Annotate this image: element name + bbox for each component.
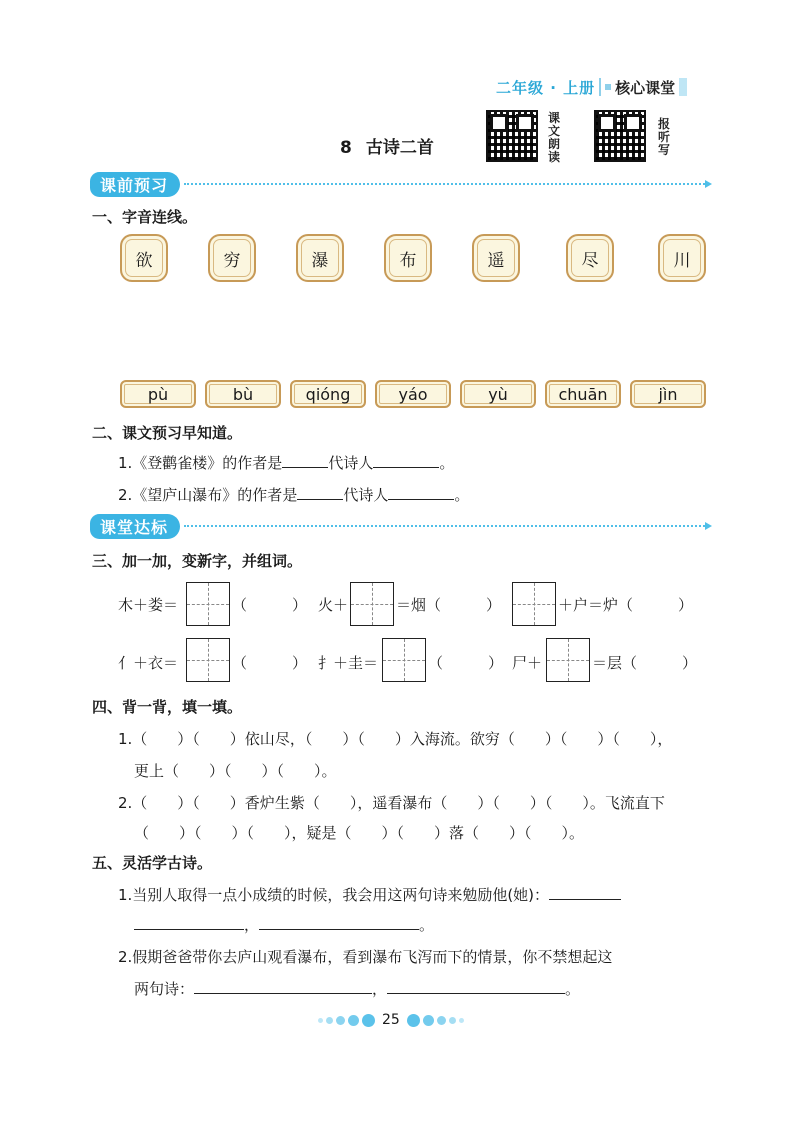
section-tag-classroom: 课堂达标	[90, 514, 180, 539]
q2-line-2-c: 。	[454, 486, 470, 504]
header-divider	[599, 78, 601, 96]
pinyin-box[interactable]: yáo	[375, 380, 451, 408]
q5-item-1-line2	[134, 914, 434, 935]
q3-r2-e: 尸＋	[512, 654, 543, 672]
dot-icon	[459, 1018, 464, 1023]
core-class-label: 核心课堂	[615, 78, 676, 97]
qr-code-reading-icon[interactable]	[486, 110, 538, 162]
dot-icon	[326, 1017, 333, 1024]
q2-line-1	[118, 452, 454, 473]
lesson-name: 古诗二首	[365, 138, 434, 158]
q4-line-4[interactable]: （ ）（ ）（ ），疑是（ ）（ ）落（ ）（ ）。	[134, 824, 585, 842]
pinyin-box[interactable]: pù	[120, 380, 196, 408]
tian-grid-box[interactable]	[546, 638, 590, 682]
page-footer	[316, 1012, 466, 1028]
arrow-icon	[705, 180, 712, 188]
dot-icon	[362, 1014, 375, 1027]
tian-grid-box[interactable]	[350, 582, 394, 626]
char-box[interactable]: 瀑	[296, 234, 344, 282]
q3-r2-c: 扌＋圭＝	[318, 654, 379, 672]
q2-line-2-a: 2.《望庐山瀑布》的作者是	[118, 486, 298, 504]
qr-label-dictation: 报听写	[658, 117, 671, 157]
dot-icon	[318, 1018, 323, 1023]
comma: ，	[244, 916, 260, 934]
char-box[interactable]: 尽	[566, 234, 614, 282]
question-1-title: 一、字音连线。	[92, 208, 198, 226]
pinyin-box[interactable]: jìn	[630, 380, 706, 408]
q2-line-1-a: 1.《登鹳雀楼》的作者是	[118, 454, 283, 472]
q3-r2-a: 亻＋衣＝	[118, 654, 179, 672]
question-3-title: 三、加一加，变新字，并组词。	[92, 552, 303, 570]
q3-r1-c: 火＋	[318, 596, 349, 614]
period: 。	[419, 916, 435, 934]
page-number: 25	[382, 1012, 400, 1028]
q3-r1-b[interactable]: （ ）	[232, 596, 308, 614]
q5-item-1	[118, 884, 621, 905]
answer-blank[interactable]	[194, 979, 372, 994]
char-box[interactable]: 遥	[472, 234, 520, 282]
question-4-title: 四、背一背，填一填。	[92, 698, 243, 716]
q5-item-2: 2.假期爸爸带你去庐山观看瀑布，看到瀑布飞泻而下的情景，你不禁想起这	[118, 948, 613, 966]
tian-grid-box[interactable]	[186, 638, 230, 682]
q2-line-1-c: 。	[439, 454, 455, 472]
header-square-icon	[605, 84, 611, 90]
qr-label-reading: 课文朗读	[548, 111, 561, 164]
qr-code-dictation-icon[interactable]	[594, 110, 646, 162]
arrow-icon	[705, 522, 712, 530]
comma: ，	[372, 980, 388, 998]
period: 。	[565, 980, 581, 998]
dotted-line	[184, 525, 705, 527]
section-banner-preview	[90, 172, 712, 196]
char-box[interactable]: 欲	[120, 234, 168, 282]
tian-grid-box[interactable]	[512, 582, 556, 626]
q2-line-2-b: 代诗人	[343, 486, 389, 504]
q5-item-2-line2	[134, 978, 580, 999]
lesson-number: 8	[340, 138, 352, 158]
grade-header	[496, 76, 687, 98]
section-tag-preview: 课前预习	[90, 172, 180, 197]
blank-dynasty-1[interactable]	[282, 453, 328, 468]
blank-poet-1[interactable]	[373, 453, 439, 468]
q3-r1-d: ＝烟（ ）	[396, 596, 502, 614]
dot-icon	[348, 1015, 359, 1026]
dot-icon	[407, 1014, 420, 1027]
q4-line-1[interactable]: 1.（ ）（ ）依山尽，（ ）（ ）入海流。欲穷（ ）（ ）（ ），	[118, 730, 673, 748]
pinyin-box[interactable]: yù	[460, 380, 536, 408]
answer-blank[interactable]	[259, 915, 419, 930]
q3-r1-e: ＋户＝炉（ ）	[558, 596, 694, 614]
pinyin-box[interactable]: bù	[205, 380, 281, 408]
q5-item-1-text: 1.当别人取得一点小成绩的时候，我会用这两句诗来勉励他(她)：	[118, 886, 550, 904]
pinyin-box[interactable]: qióng	[290, 380, 366, 408]
dot-icon	[423, 1015, 434, 1026]
blank-poet-2[interactable]	[388, 485, 454, 500]
q3-r2-b[interactable]: （ ）	[232, 654, 308, 672]
tian-grid-box[interactable]	[382, 638, 426, 682]
dotted-line	[184, 183, 705, 185]
q3-r2-d[interactable]: （ ）	[428, 654, 504, 672]
char-box[interactable]: 川	[658, 234, 706, 282]
q5-item-2-lead: 两句诗：	[134, 980, 195, 998]
section-banner-classroom	[90, 514, 712, 538]
q2-line-1-b: 代诗人	[328, 454, 374, 472]
q4-line-3[interactable]: 2.（ ）（ ）香炉生紫（ ），遥看瀑布（ ）（ ）（ ）。飞流直下	[118, 794, 665, 812]
q3-r1-a: 木＋娄＝	[118, 596, 179, 614]
answer-blank[interactable]	[134, 915, 244, 930]
question-2-title: 二、课文预习早知道。	[92, 424, 243, 442]
q3-r2-f: ＝层（ ）	[592, 654, 698, 672]
header-tail-bar	[679, 78, 687, 96]
question-5-title: 五、灵活学古诗。	[92, 854, 213, 872]
blank-dynasty-2[interactable]	[297, 485, 343, 500]
lesson-title	[340, 133, 434, 158]
dot-icon	[437, 1016, 446, 1025]
char-box[interactable]: 布	[384, 234, 432, 282]
answer-blank[interactable]	[549, 885, 621, 900]
dot-icon	[449, 1017, 456, 1024]
pinyin-box[interactable]: chuān	[545, 380, 621, 408]
tian-grid-box[interactable]	[186, 582, 230, 626]
dot-icon	[336, 1016, 345, 1025]
q2-line-2	[118, 484, 469, 505]
answer-blank[interactable]	[387, 979, 565, 994]
q4-line-2[interactable]: 更上（ ）（ ）（ ）。	[134, 762, 337, 780]
char-box[interactable]: 穷	[208, 234, 256, 282]
grade-label: 二年级 · 上册	[496, 78, 596, 97]
